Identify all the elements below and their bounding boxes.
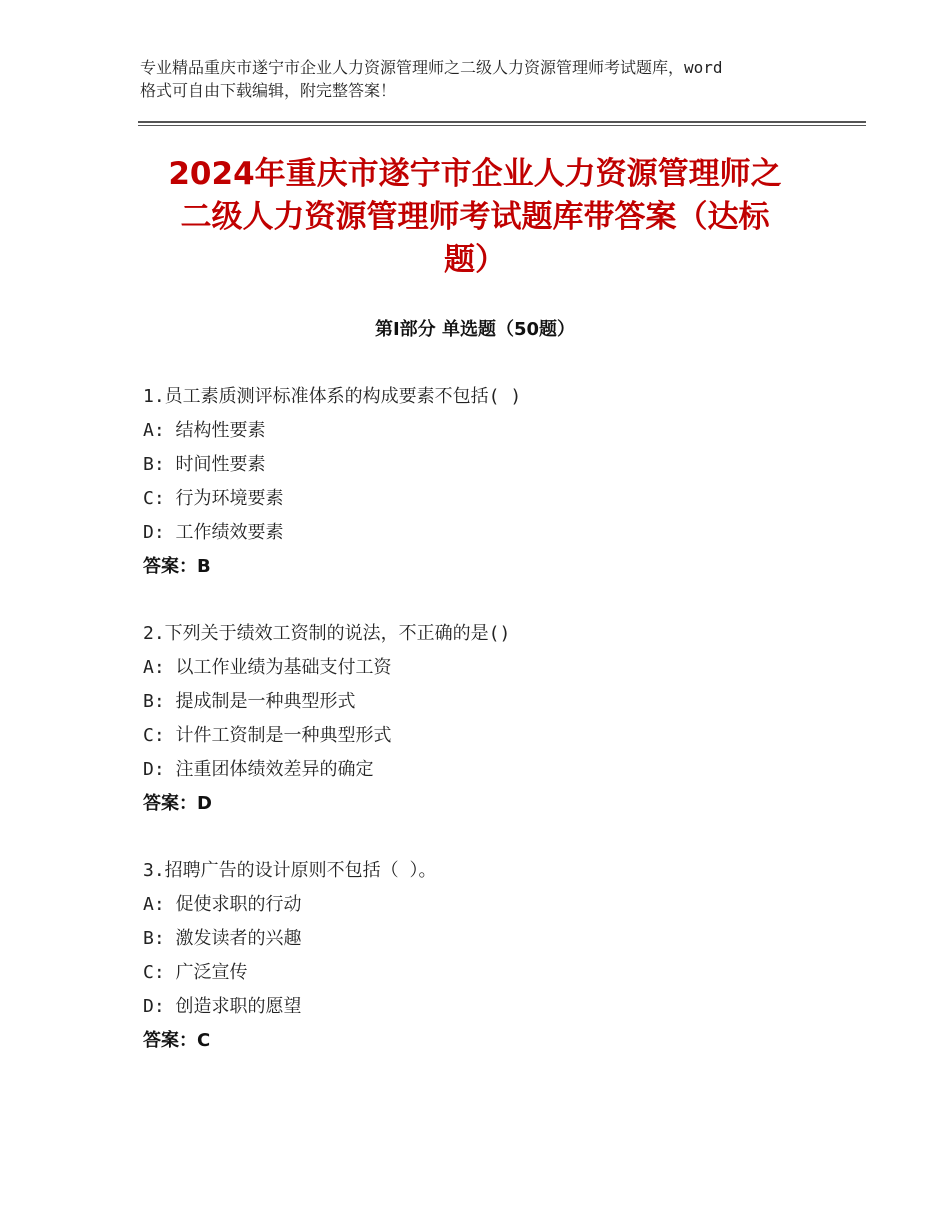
- question-2: [143, 617, 863, 821]
- question-stem: 3.招聘广告的设计原则不包括（ ）。: [143, 860, 437, 881]
- option-a: A: 以工作业绩为基础支付工资: [143, 657, 392, 678]
- option-d: D: 注重团体绩效差异的确定: [143, 759, 374, 780]
- option-b: B: 激发读者的兴趣: [143, 928, 302, 949]
- header-note-line: 格式可自由下载编辑，附完整答案！: [140, 81, 397, 100]
- question-list: [143, 380, 863, 1091]
- question-3: [143, 854, 863, 1058]
- option-b: B: 提成制是一种典型形式: [143, 691, 356, 712]
- header-divider: [138, 121, 866, 123]
- option-c: C: 行为环境要素: [143, 488, 284, 509]
- question-stem: 1.员工素质测评标准体系的构成要素不包括( ): [143, 386, 522, 407]
- answer: 答案：C: [143, 1030, 211, 1051]
- header-divider: [138, 125, 866, 126]
- question-1: [143, 380, 863, 584]
- section-heading: 第Ⅰ部分 单选题（50题）: [374, 319, 575, 340]
- option-d: D: 工作绩效要素: [143, 522, 284, 543]
- header-note-line: 专业精品重庆市遂宁市企业人力资源管理师之二级人力资源管理师考试题库，word: [140, 58, 723, 77]
- question-stem: 2.下列关于绩效工资制的说法，不正确的是(): [143, 623, 511, 644]
- header-note: [140, 56, 830, 102]
- answer: 答案：B: [143, 556, 211, 577]
- document-title: [120, 153, 830, 282]
- option-b: B: 时间性要素: [143, 454, 266, 475]
- answer: 答案：D: [143, 793, 212, 814]
- option-c: C: 计件工资制是一种典型形式: [143, 725, 392, 746]
- title-line: 二级人力资源管理师考试题库带答案（达标: [180, 199, 770, 235]
- option-d: D: 创造求职的愿望: [143, 996, 302, 1017]
- option-a: A: 结构性要素: [143, 420, 266, 441]
- title-line: 2024年重庆市遂宁市企业人力资源管理师之: [168, 156, 782, 192]
- option-a: A: 促使求职的行动: [143, 894, 302, 915]
- title-line: 题）: [444, 242, 506, 278]
- option-c: C: 广泛宣传: [143, 962, 248, 983]
